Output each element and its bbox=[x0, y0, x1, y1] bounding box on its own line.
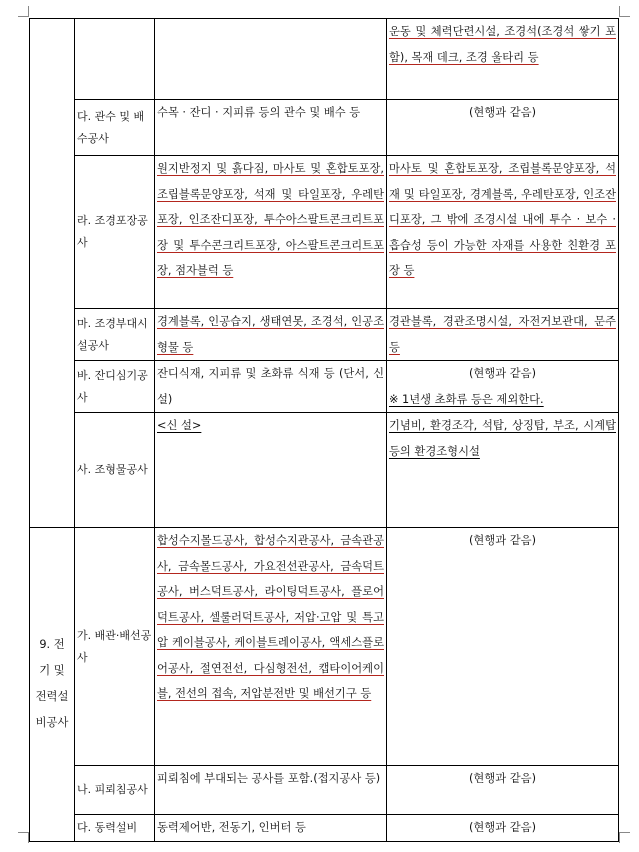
subcategory-cell: 가. 배관·배선공사 bbox=[75, 528, 155, 766]
subcategory-cell: 다. 동력설비 bbox=[75, 815, 155, 842]
current-text-cell: 잔디식재, 지피류 및 초화류 식재 등 (단서, 신설) bbox=[155, 361, 387, 413]
current-text-cell bbox=[155, 309, 387, 361]
table-row bbox=[30, 528, 619, 766]
current-text: 합성수지몰드공사, 합성수지관공사, 금속관공사, 금속몰드공사, 가요전선관공사, 금속덕트공사, 버스덕트공사, 라이팅덕트공사, 플로어덕트공사, 셀룰러덕트공사, 저압·고압 및 특고압 케이블공사, 케이블트레이공사, 액세스플로어공사, 절연전선, 다심형전선, 캡타이어케이블, 전선의 접속, 저압분전반 및 배선기구 등 bbox=[157, 534, 384, 700]
revised-text-cell: (현행과 같음) bbox=[387, 815, 619, 842]
revised-text-cell bbox=[387, 156, 619, 309]
revised-text: 경관블록, 경관조명시설, 자전거보관대, 문주 등 bbox=[389, 315, 616, 354]
subcategory-cell: 라. 조경포장공사 bbox=[75, 156, 155, 309]
revised-text-cell: (현행과 같음) bbox=[387, 766, 619, 815]
revised-text-cell bbox=[387, 19, 619, 100]
category-cell bbox=[30, 19, 75, 528]
revised-text: 마사토 및 혼합토포장, 조립블록문양포장, 석재 및 타일포장, 경계블록, 우레탄포장, 인조잔디포장, 그 밖에 조경시설 내에 투수 · 보수 · 흡습성 등이 가능한 자재를 사용한 친환경 포장 등 bbox=[389, 162, 616, 277]
subcategory-cell bbox=[75, 19, 155, 100]
revised-text: 운동 및 체력단련시설, 조경석(조경석 쌓기 포함), 목재 데크, 조경 울타리 등 bbox=[389, 25, 616, 64]
subcategory-cell: 다. 관수 및 배수공사 bbox=[75, 100, 155, 156]
revised-text-cell: (현행과 같음) bbox=[387, 100, 619, 156]
current-text: <신 설> bbox=[157, 419, 202, 432]
revised-text-note bbox=[389, 387, 616, 413]
table-row bbox=[30, 19, 619, 100]
table-row bbox=[30, 156, 619, 309]
revised-text-line: (현행과 같음) bbox=[469, 367, 536, 380]
category-text: 9. 전기 및 전력설비공사 bbox=[35, 638, 69, 730]
subcategory-cell: 바. 잔디심기공사 bbox=[75, 361, 155, 413]
category-cell bbox=[30, 528, 75, 842]
subcategory-cell: 마. 조경부대시설공사 bbox=[75, 309, 155, 361]
crop-mark-bottom-left bbox=[18, 832, 29, 843]
subcategory-cell: 사. 조형물공사 bbox=[75, 413, 155, 528]
current-text-cell bbox=[155, 528, 387, 766]
table-row bbox=[30, 100, 619, 156]
revised-text-cell bbox=[387, 309, 619, 361]
revised-text-cell bbox=[387, 413, 619, 528]
subcategory-cell: 나. 피뢰침공사 bbox=[75, 766, 155, 815]
crop-mark-top-left bbox=[18, 6, 29, 17]
table-row bbox=[30, 766, 619, 815]
table-row bbox=[30, 309, 619, 361]
current-text-cell: 동력제어반, 전동기, 인버터 등 bbox=[155, 815, 387, 842]
current-text-cell bbox=[155, 413, 387, 528]
table-row bbox=[30, 361, 619, 413]
table-row bbox=[30, 815, 619, 842]
current-text-cell: 피뢰침에 부대되는 공사를 포함.(접지공사 등) bbox=[155, 766, 387, 815]
current-text-cell bbox=[155, 19, 387, 100]
crop-mark-top-right bbox=[619, 6, 630, 17]
table-row bbox=[30, 413, 619, 528]
revised-text-cell bbox=[387, 361, 619, 413]
comparison-table bbox=[29, 18, 619, 842]
current-text-cell: 수목 · 잔디 · 지피류 등의 관수 및 배수 등 bbox=[155, 100, 387, 156]
current-text: 원지반정지 및 흙다짐, 마사토 및 혼합토포장, 조립블록문양포장, 석재 및 타일포장, 우레탄포장, 인조잔디포장, 투수아스팔트콘크리트포장 및 투수콘크리트포장, 아스팔트콘크리트포장, 점자블럭 등 bbox=[157, 162, 384, 277]
current-text-cell bbox=[155, 156, 387, 309]
revised-text-cell: (현행과 같음) bbox=[387, 528, 619, 766]
revised-note-text: ※ 1년생 초화류 등은 제외한다. bbox=[389, 392, 544, 406]
revised-text: 기념비, 환경조각, 석탑, 상징탑, 부조, 시계탑 등의 환경조형시설 bbox=[389, 419, 616, 458]
current-text: 경계블록, 인공습지, 생태연못, 조경석, 인공조형물 등 bbox=[157, 315, 384, 354]
crop-mark-bottom-right bbox=[619, 832, 630, 843]
